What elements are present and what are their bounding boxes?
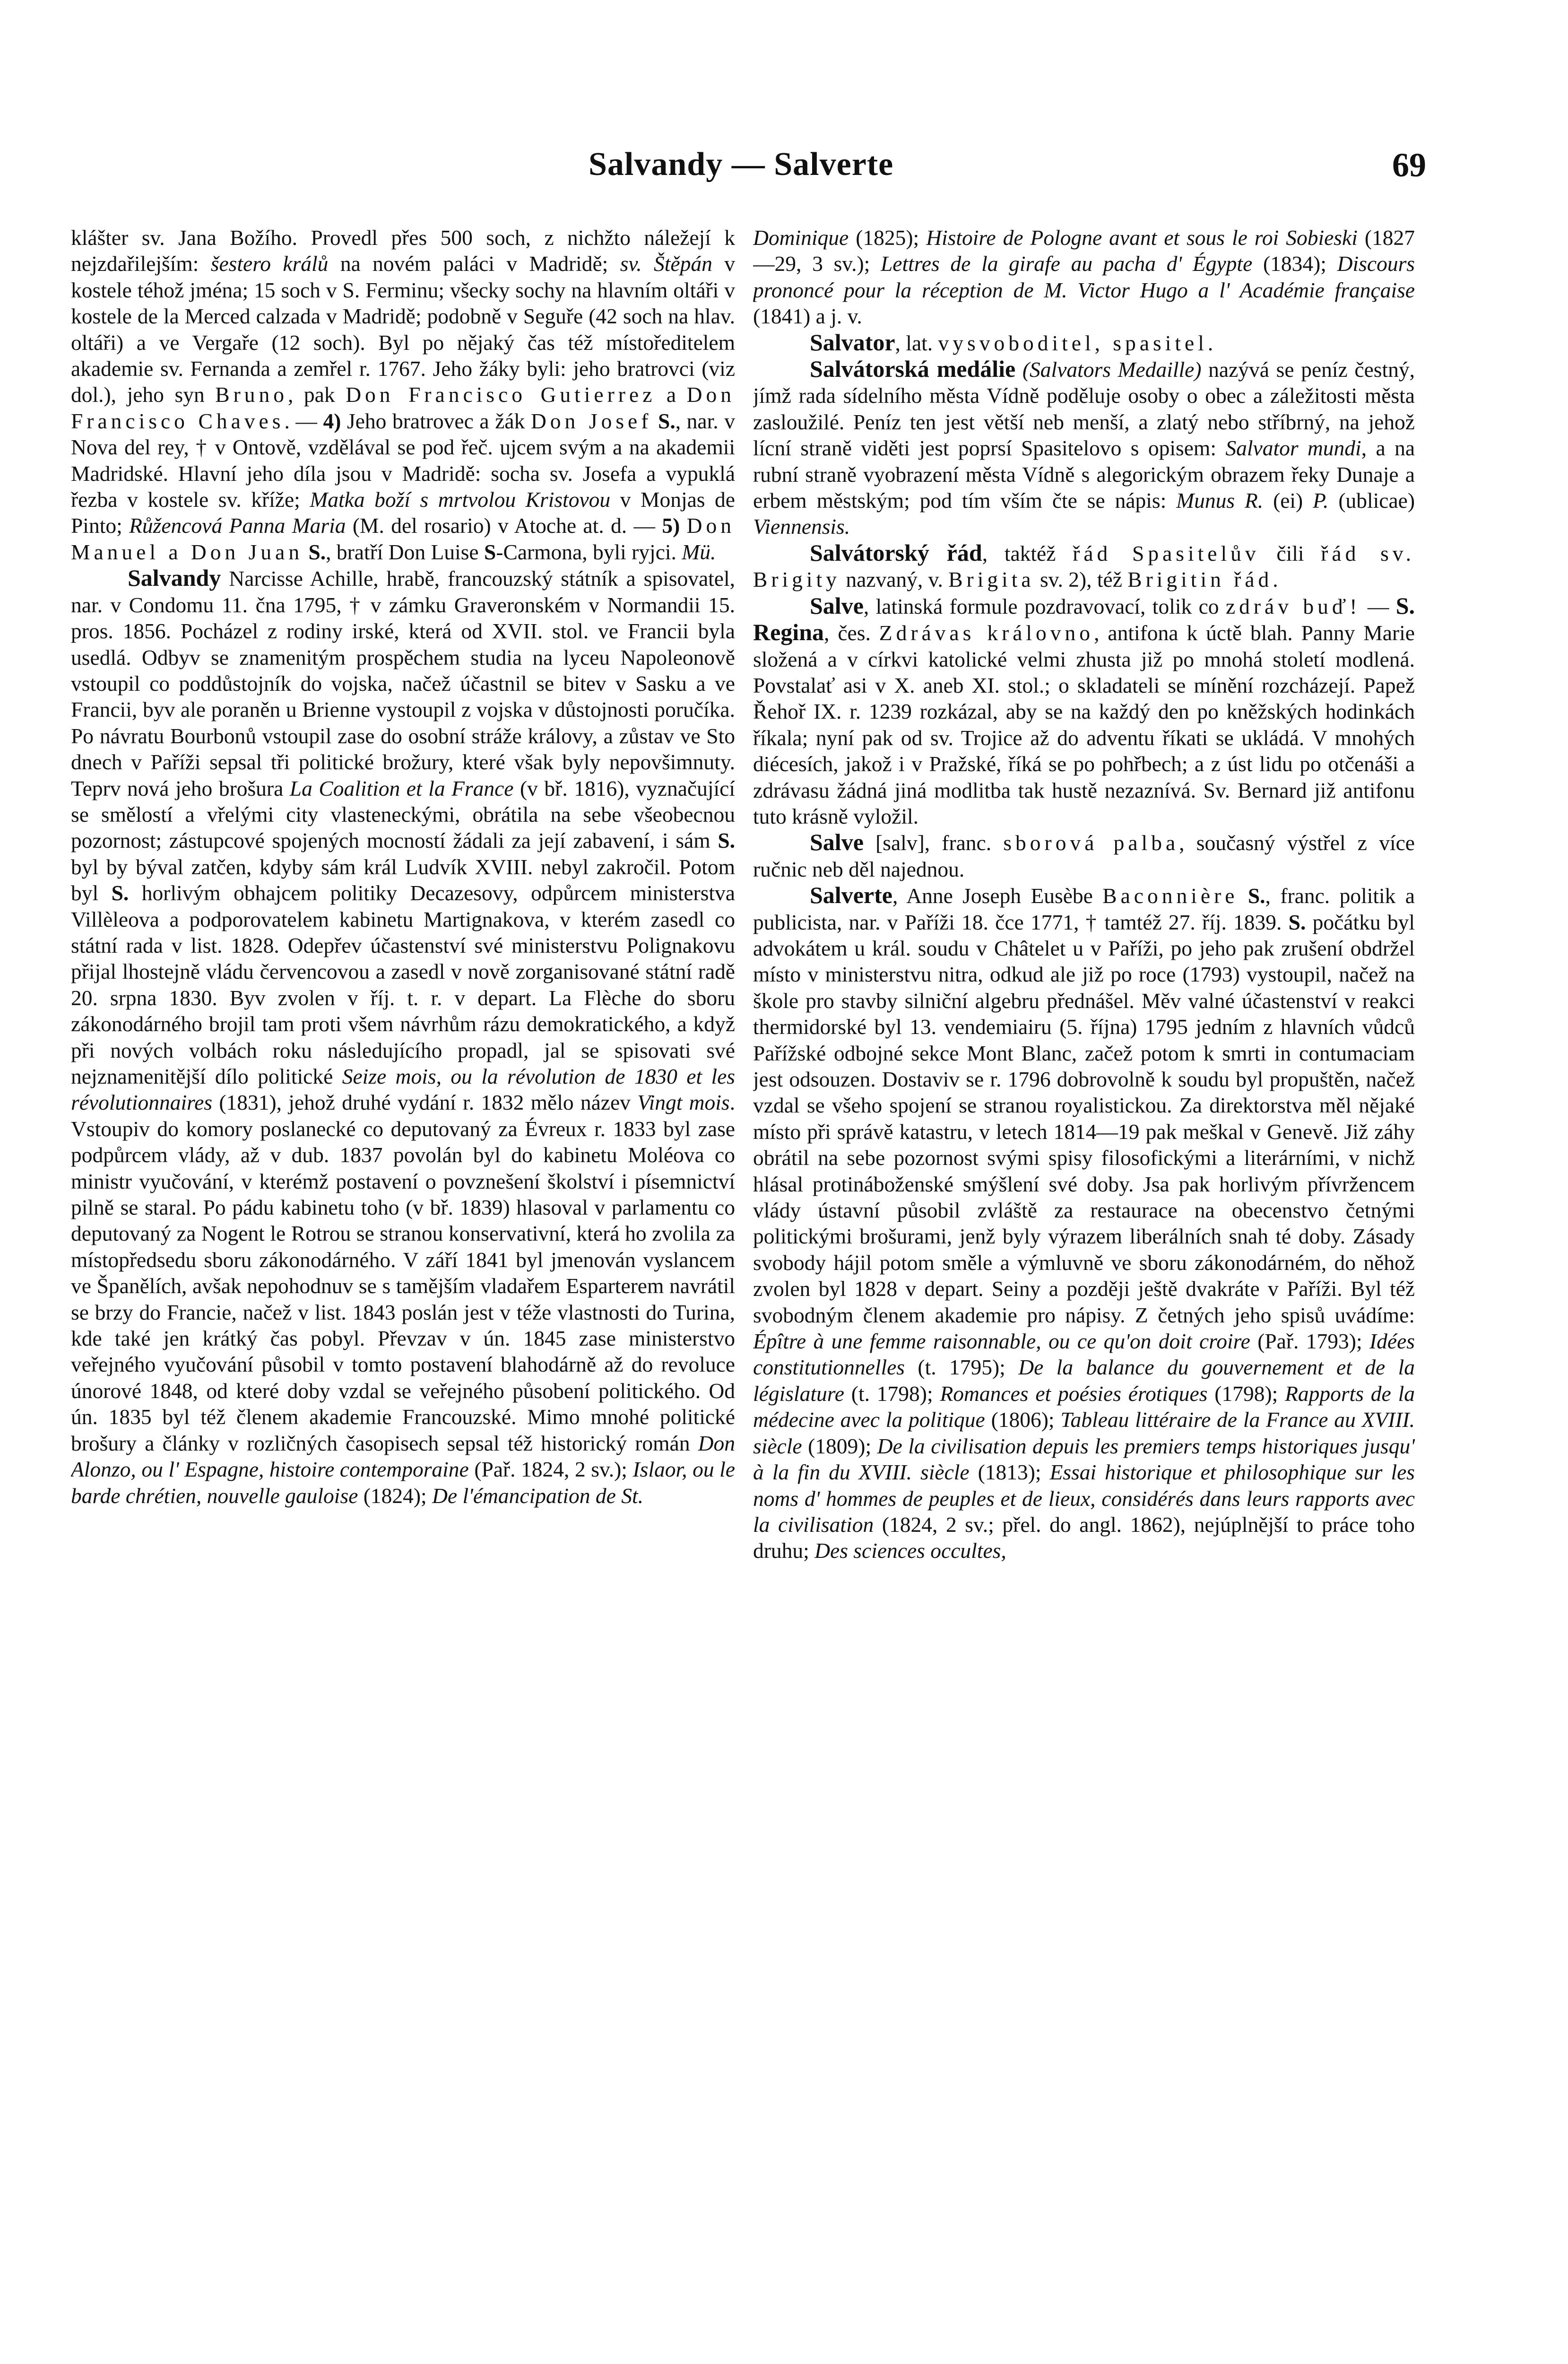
text-run: sv. 2), též — [1034, 567, 1128, 592]
text-run: (ei) — [1263, 488, 1313, 513]
left-column — [71, 225, 735, 2364]
text-run: (1827—29, 3 sv.); — [753, 226, 1415, 276]
text-run: (1798); — [1207, 1381, 1285, 1406]
text-run: , nar. v Nova del rey, † v Ontově, vzdělával se pod řeč. ujcem svým a na akademii Madridské. Hlavní jeho díla jsou v Madridě: socha sv. Josefa a vypuklá řezba v kostele sv. kříže; — [71, 408, 735, 512]
text-run: Tableau littéraire de la France au XVIII. siècle — [753, 1408, 1415, 1458]
entry-headword: Salvator — [810, 329, 895, 356]
entry-paragraph — [753, 356, 1415, 540]
text-run: S. — [1288, 910, 1306, 934]
text-run: Dominique — [753, 226, 849, 250]
entry-headword: Salvátorská medálie — [810, 356, 1016, 382]
text-run: Don Francisco Chaves — [71, 382, 735, 433]
text-run: v kostele téhož jména; 15 soch v S. Ferminu; všecky sochy na hlavním oltáři v kostele de la Merced calzada v Madridě; podobně v Seguře (42 soch na hlav. oltáři) a ve Vergaře (12 soch). Byl po nějaký čas též místoředitelem akademie sv. Fernanda a zemřel r. 1767. Jeho žáky byli: jeho bratrovci (viz dol.), jeho syn — [71, 252, 735, 407]
entry-paragraph — [753, 330, 1415, 356]
text-run: čili — [1259, 541, 1321, 565]
text-run: (Pař. 1824, 2 sv.); — [468, 1457, 633, 1482]
text-run: (1813); — [969, 1460, 1050, 1485]
text-run: (ublicae) — [1328, 488, 1415, 513]
text-run: (1841) a j. v. — [753, 304, 862, 329]
entry-headword: Salve — [810, 592, 864, 619]
text-run: , současný výstřel z více ručnic neb děl najednou. — [753, 831, 1415, 881]
text-run: Romances et poésies érotiques — [940, 1381, 1208, 1406]
text-run: , a na rubní straně vyobrazení města Vídně s alegorickým obrazem řeky Dunaje a erbem městským; pod tím vším čte se nápis: — [753, 436, 1415, 513]
text-run: řád Spasitelův — [1073, 541, 1260, 565]
text-run: sborová palba — [1003, 831, 1179, 855]
text-run: (1809); — [802, 1434, 877, 1458]
text-run: Zdrávas královno — [879, 621, 1094, 645]
text-run: Brigita — [948, 567, 1035, 592]
text-run: Islaor, ou le barde chrétien, nouvelle gauloise — [71, 1457, 735, 1508]
text-run: Idées constitutionnelles — [753, 1329, 1415, 1380]
text-run: vysvoboditel, spasitel. — [938, 330, 1217, 355]
text-run: S. — [1247, 884, 1265, 908]
text-run: Baconnière — [1102, 884, 1239, 908]
entry-paragraph — [753, 829, 1415, 882]
text-run: Discours prononcé pour la réception de M. Victor Hugo a l' Académie française — [753, 252, 1415, 302]
text-run: Matka boží s mrtvolou Kristovou — [310, 487, 611, 512]
text-run: a — [656, 382, 687, 407]
text-run: P. — [1313, 488, 1329, 513]
text-run: . Vstoupiv do komory poslanecké co deputovaný za Évreux r. 1833 byl zase podpůrcem vlády, až v dub. 1837 povolán byl do kabinetu Moléova co ministr vyučování, v kterémž postavení o povznešení školství i písemnictví pilně se staral. Po pádu kabinetu toho (v bř. 1839) hlasoval v parlamentu co deputovaný za Nogent le Rotrou se stranou konservativní, která ho zvolila za místopředsedu sboru zákonodárného. V září 1841 byl jmenován vyslancem ve Španělích, avšak nepohodnuv se s tamějším vladařem Esparterem navrátil se brzy do Francie, načež v list. 1843 poslán jest v téže vlastnosti do Turina, kde také jen krátký čas pobyl. Převzav v ún. 1845 zase ministerstvo veřejného vyučování působil v tomto postavení blahodárně až do revoluce únorové 1848, od které doby vzdal se veřejného působení politického. Od ún. 1835 byl též členem akademie Francouzské. Mimo mnohé politické brošury a články v rozličných časopisech sepsal též historický román — [71, 1090, 735, 1455]
text-run: Don Alonzo, ou l' Espagne, histoire contemporaine — [71, 1431, 735, 1482]
text-run: (M. del rosario) v Atoche at. d. — — [346, 513, 662, 538]
text-run: sv. Štěpán — [620, 252, 712, 276]
text-run: Munus R. — [1176, 488, 1264, 513]
text-run: Rapports de la médecine avec la politique — [753, 1381, 1415, 1432]
text-run: řád sv. Brigity — [753, 541, 1415, 592]
text-run: De la civilisation depuis les premiers temps historiques jusqu' à la fin du XVIII. siècle — [753, 1434, 1415, 1485]
text-run: Seize mois, ou la révolution de 1830 et les révolutionnaires — [71, 1064, 735, 1115]
text-run: — — [1360, 594, 1396, 618]
text-run: S. — [111, 881, 129, 905]
right-column — [753, 225, 1415, 2364]
text-run: Jeho bratrovec a žák — [341, 408, 531, 433]
text-run: De l'émancipation de St. — [432, 1483, 643, 1508]
text-run: Brigitin řád. — [1127, 567, 1282, 592]
text-run: , taktéž — [982, 541, 1073, 565]
entry-paragraph — [753, 540, 1415, 593]
text-run: nazvaný, v. — [840, 567, 949, 592]
text-run: (t. 1798); — [844, 1381, 940, 1406]
text-run: Mü. — [682, 539, 716, 564]
entry-headword: S. Regina — [753, 592, 1415, 646]
text-run: klášter sv. Jana Božího. Provedl přes 500 soch, z nichžto náležejí k nejzdařilejším: — [71, 226, 735, 276]
text-run — [652, 409, 658, 433]
text-run: v Monjas de Pinto; — [71, 487, 735, 538]
text-run: zdráv buď! — [1225, 594, 1361, 618]
text-run: Vingt mois — [637, 1090, 730, 1115]
text-run: Des sciences occultes, — [814, 1538, 1006, 1563]
text-run: Don Manuel a Don Juan — [71, 513, 735, 564]
page-number: 69 — [1392, 146, 1426, 184]
text-run: , franc. politik a publicista, nar. v Paříži 18. čce 1771, † tamtéž 27. říj. 1839. — [753, 884, 1415, 934]
text-run: nazývá se peníz čestný, jímž rada sídelního města Vídně poděluje osoby o obec a záležitosti města zasloužilé. Peníz ten jest větší neb menší, a zlatý nebo stříbrný, na jehož lícní straně viděti jest poprsí Spasitelovo s opisem: — [753, 357, 1415, 461]
text-run — [303, 540, 308, 564]
text-run: (1824, 2 sv.; přel. do angl. 1862), nejúplnější to práce toho druhu; — [753, 1512, 1415, 1563]
text-run: šestero králů — [210, 252, 329, 276]
paragraph — [71, 225, 735, 565]
text-run: , čes. — [824, 621, 879, 645]
text-run: (t. 1795); — [905, 1355, 1019, 1380]
text-run: Essai historique et philosophique sur les noms d' hommes de peuples et de lieux, considérés dans leurs rapports avec la civilisation — [753, 1460, 1415, 1537]
entry-headword: Salve — [810, 829, 864, 856]
entry-headword: Salvandy — [128, 565, 221, 591]
text-run: Don Josef — [530, 408, 652, 433]
text-run — [1238, 884, 1247, 908]
text-run: (v bř. 1816), vyznačující se smělostí a vřelými city vlasteneckými, obrátila na sebe všeobecnou pozornost; zástupcové spojených mocností žádali za její zabavení, i sám — [71, 776, 735, 853]
text-run: , pak — [288, 382, 346, 407]
text-run: , Anne Joseph Eusèbe — [892, 884, 1103, 908]
text-run: La Coalition et la France — [289, 776, 514, 800]
entry-headword: Salverte — [810, 882, 892, 909]
text-run: Lettres de la girafe au pacha d' Égypte — [880, 252, 1253, 276]
entry-paragraph — [71, 565, 735, 1509]
text-run: Salvator mundi — [1225, 436, 1361, 461]
text-run: , antifona k úctě blah. Panny Marie složená a v církvi katolické velmi zhusta již po mnohá století modlená. Povstalať asi v X. aneb XI. stol.; o skladateli se mínění rozcházejí. Papež Řehoř IX. r. 1239 rozkázal, aby se na každý den po kněžských hodinkách říkala; nyní pak od sv. Trojice až do adventu říkati se ukládá. V mnohých diécesích, jakož i v Pražské, říká se po pohřbech; a z úst lidu po otčenáši a zdrávasu žádná jiná modlitba tak hustě nezaznívá. Sv. Bernard již antifonu tuto krásně vyložil. — [753, 621, 1415, 828]
text-run: Don Francisco Gutierrez — [346, 382, 656, 407]
text-run — [680, 513, 686, 538]
text-run: Bruno — [215, 382, 288, 407]
text-run — [1015, 357, 1022, 382]
text-run: S. — [658, 408, 676, 433]
text-run: Viennensis. — [753, 514, 850, 539]
text-run: byl by býval zatčen, kdyby sám král Ludvík XVIII. nebyl zakročil. Potom byl — [71, 854, 735, 905]
text-run: počátku byl advokátem u král. soudu v Châtelet u v Paříži, po jeho pak zrušení obdržel místo v ministerstvu nitra, odkud ale již po roce (1793) vystoupil, načež na škole pro stavby silniční algebru přednášel. Měv valné účastenství v reakci thermidorské byl 13. vendemiairu (5. října) 1795 jedním z hlavních vůdců Pařížské odbojné sekce Mont Blanc, začež potom k smrti in contumaciam jest odsouzen. Dostaviv se r. 1796 dobrovolně k soudu byl propuštěn, načež vzdal se všeho spojení se stranou royalistickou. Za direktorstva měl nějaké místo při správě katastru, v letech 1814—19 pak meškal v Genevě. Již záhy obrátil na sebe pozornost svými spisy filosofickými a literárními, v nichž hlásal protináboženské smýšlení své doby. Jsa pak horlivým přívržencem vlády ústavní působil zvláště za restaurace na obecenstvo četnými politickými brošurami, jenž byly výrazem liberálních snah té doby. Zásady svobody hájil potom směle a výmluvně ve sboru zákonodárném, do něhož zvolen byl 1828 v depart. Seiny a později ještě dvakráte v Paříži. Byl též svobodným členem akademie pro nápisy. Z četných jeho spisů uvádíme: — [753, 910, 1415, 1327]
text-run: (1825); — [849, 226, 927, 250]
text-run: -Carmona, byli ryjci. — [496, 539, 682, 564]
text-run: S. — [308, 539, 326, 564]
entry-paragraph — [753, 882, 1415, 1564]
page-header — [0, 137, 1568, 189]
text-run: [salv], franc. — [863, 831, 1004, 855]
text-run: Épître à une femme raisonnable, ou ce qu'on doit croire — [753, 1329, 1250, 1354]
text-run: (Salvators Medaille) — [1022, 357, 1202, 382]
text-run: horlivým obhajcem politiky Decazesovy, odpůrcem ministerstva Villèleova a podporovatelem kabinetu Martignakova, v kterém zasedl co státní rada v list. 1828. Odepřev účastenství své ministerstvu Polignakovu přijal lhostejně vládu červencovou a zasedl v nově zorganisované státní radě 20. srpna 1830. Byv zvolen v říj. t. r. v depart. La Flèche do sboru zákonodárného brojil tam proti všem návrhům rázu demokratického, a když při nových volbách roku následujícího propadl, jal se spisovati své nejznamenitější dílo politické — [71, 881, 735, 1088]
paragraph — [753, 225, 1415, 330]
text-run: Histoire de Pologne avant et sous le roi Sobieski — [926, 226, 1358, 250]
text-run: 4) — [323, 408, 341, 433]
text-run: , latinská formule pozdravovací, tolik co — [863, 594, 1226, 618]
text-run: , lat. — [895, 330, 938, 355]
entry-headword: Salvátorský řád — [810, 539, 982, 566]
text-run: Narcisse Achille, hrabě, francouzský státník a spisovatel, nar. v Condomu 11. čna 1795, † v zámku Graveronském v Normandii 15. pros. 1856. Pocházel z rodiny irské, která od XVII. stol. ve Francii byla usedlá. Odbyv se znamenitým prospěchem studia na lyceu Napoleonově vstoupil co poddůstojník do vojska, načež účastnil se bitev v Sasku a ve Francii, byv ale poraněn u Brienne vystoupil z vojska v důstojnosti poručíka. Po návratu Bourbonů vstoupil zase do osobní stráže královy, a zůstav ve Sto dnech v Paříži sepsal tři politické brožury, které však byly nepovšimnuty. Teprv nová jeho brošura — [71, 566, 735, 800]
text-run: (Pař. 1793); — [1250, 1329, 1369, 1354]
text-run: , bratří Don Luise — [326, 539, 484, 564]
text-run: (1834); — [1252, 252, 1337, 276]
text-run: (1824); — [358, 1483, 433, 1508]
running-title: Salvandy — Salverte — [589, 146, 894, 183]
text-run: na novém paláci v Madridě; — [328, 252, 620, 276]
text-run: . — — [284, 408, 323, 433]
text-run: (1831), jehož druhé vydání r. 1832 mělo název — [212, 1090, 638, 1115]
text-run: Růžencová Panna Maria — [129, 513, 346, 538]
entry-paragraph — [753, 593, 1415, 830]
text-run: (1806); — [985, 1408, 1061, 1432]
text-run: S — [484, 539, 496, 564]
text-run: 5) — [662, 513, 680, 538]
text-run: S. — [718, 828, 735, 853]
text-run: De la balance du gouvernement et de la législature — [753, 1355, 1415, 1406]
